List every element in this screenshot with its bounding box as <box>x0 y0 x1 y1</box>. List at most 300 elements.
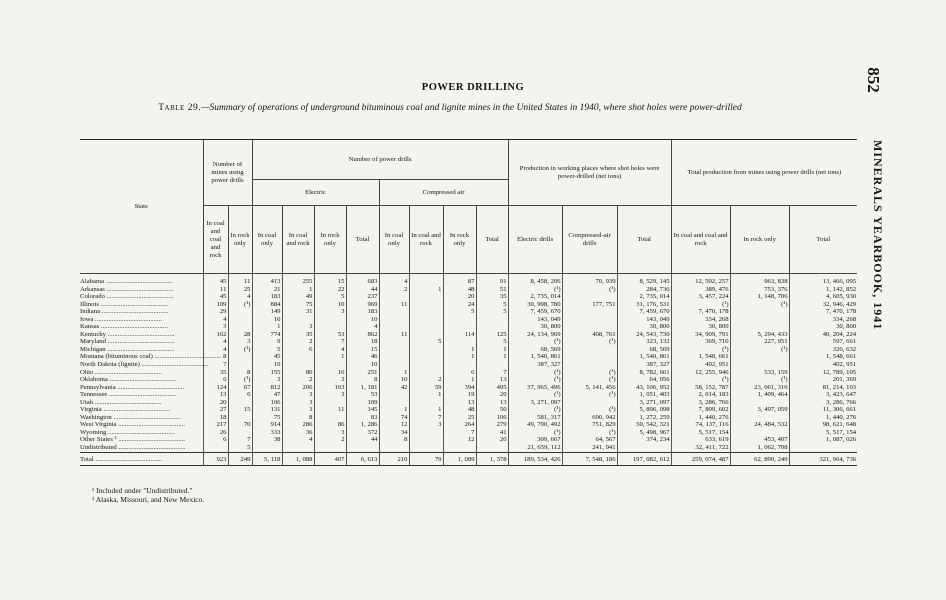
table-cell: 8 <box>346 376 379 384</box>
state-name: Indiana ........................................ <box>80 308 169 316</box>
table-cell: 3 <box>282 399 314 407</box>
table-cell: 34, 909, 791 <box>671 331 730 339</box>
table-cell: 2, 735, 014 <box>508 293 562 301</box>
table-cell: (¹) <box>730 301 789 309</box>
table-cell: (¹) <box>508 429 562 437</box>
table-cell <box>252 444 282 452</box>
table-cell <box>476 323 508 331</box>
table-cell: (¹) <box>508 406 562 414</box>
table-cell: 75 <box>252 414 282 422</box>
table-cell: 11 <box>203 286 228 294</box>
table-cell: 326, 632 <box>789 346 857 354</box>
table-body <box>80 274 857 466</box>
table-cell: (¹) <box>508 376 562 384</box>
table-cell: 13 <box>203 391 228 399</box>
table-cell: 402, 951 <box>671 361 730 369</box>
total-cell: 923 <box>203 452 228 466</box>
table-row <box>80 346 857 354</box>
table-cell: 25 <box>228 286 252 294</box>
table-cell: 323, 132 <box>617 338 671 346</box>
state-name: North Dakota (lignite) ........................................ <box>80 361 209 369</box>
state-name: Colorado ........................................ <box>80 293 174 301</box>
table-cell <box>379 346 409 354</box>
table-cell: 408, 761 <box>562 331 617 339</box>
table-cell: 387, 327 <box>508 361 562 369</box>
table-cell <box>730 399 789 407</box>
table-cell: (¹) <box>730 376 789 384</box>
total-cell: 1, 378 <box>476 452 508 466</box>
table-cell: 237 <box>346 293 379 301</box>
table-cell: 21 <box>252 286 282 294</box>
table-cell: 41 <box>476 429 508 437</box>
total-cell: 197, 082, 612 <box>617 452 671 466</box>
table-cell: 264 <box>443 421 476 429</box>
table-cell <box>730 414 789 422</box>
table-cell: 145 <box>346 406 379 414</box>
table-caption <box>80 102 820 114</box>
table-row <box>80 406 857 414</box>
table-cell: 1 <box>252 323 282 331</box>
table-cell: 5 <box>476 338 508 346</box>
table-cell: 13, 466, 095 <box>789 274 857 286</box>
col-header: Compressed-air drills <box>562 206 617 274</box>
table-cell: 16 <box>314 369 346 377</box>
table-cell: (¹) <box>508 369 562 377</box>
state-name: Virginia ........................................ <box>80 406 171 414</box>
table-cell: 969 <box>346 301 379 309</box>
state-name: Utah ........................................ <box>80 398 162 406</box>
total-cell: 210 <box>379 452 409 466</box>
table-cell: 47 <box>252 391 282 399</box>
table-cell: 1, 181 <box>346 384 379 392</box>
table-cell: 10 <box>252 316 282 324</box>
table-cell: (¹) <box>228 346 252 354</box>
table-cell <box>562 399 617 407</box>
table-row <box>80 444 857 452</box>
table-cell: 1, 062, 708 <box>730 444 789 452</box>
table-cell: 12, 502, 257 <box>671 274 730 286</box>
table-cell <box>314 414 346 422</box>
table-cell: 279 <box>476 421 508 429</box>
table-cell <box>562 323 617 331</box>
table-row <box>80 353 857 361</box>
table-cell <box>379 323 409 331</box>
table-cell: 67 <box>228 384 252 392</box>
table-cell: 1 <box>476 346 508 354</box>
table-cell: 1, 440, 276 <box>789 414 857 422</box>
table-cell: 74, 137, 116 <box>671 421 730 429</box>
col-header: In coal and rock <box>409 206 443 274</box>
footnote: ¹ Included under "Undistributed." <box>92 486 193 495</box>
table-cell: 44 <box>346 286 379 294</box>
table-cell: 1, 409, 464 <box>730 391 789 399</box>
table-cell: 4 <box>203 346 228 354</box>
table-cell <box>409 323 443 331</box>
table-cell <box>730 323 789 331</box>
table-cell: 125 <box>476 331 508 339</box>
table-cell: (¹) <box>671 376 730 384</box>
table-cell: 581, 317 <box>508 414 562 422</box>
table-cell: 45 <box>203 274 228 286</box>
table-cell: (¹) <box>562 429 617 437</box>
table-cell: (¹) <box>730 346 789 354</box>
table-cell: 1, 540, 861 <box>508 353 562 361</box>
table-cell: 24, 543, 730 <box>617 331 671 339</box>
table-cell: 374, 234 <box>617 436 671 444</box>
table-cell: 12, 255, 946 <box>671 369 730 377</box>
table-cell <box>282 353 314 361</box>
table-cell: 20 <box>203 399 228 407</box>
table-row <box>80 399 857 407</box>
table-cell: 59 <box>409 384 443 392</box>
table-cell <box>443 444 476 452</box>
table-cell: 10 <box>346 361 379 369</box>
table-cell <box>282 444 314 452</box>
table-cell: 4 <box>314 346 346 354</box>
table-cell: (¹) <box>562 286 617 294</box>
table-row <box>80 421 857 429</box>
table-cell: 35 <box>476 293 508 301</box>
table-cell <box>379 293 409 301</box>
table-row <box>80 274 857 286</box>
table-cell <box>476 361 508 369</box>
table-cell: 5 <box>476 308 508 316</box>
table-cell: 1, 548, 661 <box>789 353 857 361</box>
table-row <box>80 414 857 422</box>
table-cell: (¹) <box>562 369 617 377</box>
table-cell: 109 <box>203 301 228 309</box>
table-cell: 753, 376 <box>730 286 789 294</box>
table-cell: 369, 710 <box>671 338 730 346</box>
table-cell: 7, 459, 670 <box>508 308 562 316</box>
table-cell: 30, 800 <box>617 323 671 331</box>
table-cell <box>730 308 789 316</box>
table-cell: 8, 458, 206 <box>508 274 562 286</box>
table-cell: 13 <box>476 399 508 407</box>
table-cell: 1 <box>476 353 508 361</box>
table-cell: 286 <box>282 421 314 429</box>
table-cell: 7 <box>443 429 476 437</box>
table-cell: 372 <box>346 429 379 437</box>
col-header: In rock only <box>314 206 346 274</box>
table-cell: 114 <box>443 331 476 339</box>
table-cell: (¹) <box>562 338 617 346</box>
table-cell: (¹) <box>671 301 730 309</box>
table-cell: 45 <box>203 293 228 301</box>
table-cell: 402, 951 <box>789 361 857 369</box>
table-cell: 1 <box>379 406 409 414</box>
table-cell <box>443 338 476 346</box>
table-cell: 37, 965, 496 <box>508 384 562 392</box>
table-cell: 12 <box>443 436 476 444</box>
col-header: Total <box>789 206 857 274</box>
table-cell: 2 <box>409 376 443 384</box>
table-cell: 74 <box>379 414 409 422</box>
table-cell: 227, 951 <box>730 338 789 346</box>
table-cell: 4 <box>203 338 228 346</box>
table-cell <box>443 316 476 324</box>
table-cell: 3, 271, 097 <box>617 399 671 407</box>
table-cell: 7, 470, 178 <box>789 308 857 316</box>
table-cell: 751, 829 <box>562 421 617 429</box>
table-row <box>80 316 857 324</box>
table-cell: 48 <box>443 286 476 294</box>
header-compressed-air: Compressed air <box>379 180 508 206</box>
table-cell: 35 <box>282 331 314 339</box>
table-row <box>80 308 857 316</box>
table-cell: 149 <box>252 308 282 316</box>
page-number: 852 <box>864 67 883 93</box>
table-cell: 5, 517, 154 <box>789 429 857 437</box>
table-cell <box>409 429 443 437</box>
col-header: In rock only <box>228 206 252 274</box>
table-cell: 8 <box>282 414 314 422</box>
table-cell <box>730 361 789 369</box>
table-cell: 27 <box>203 406 228 414</box>
table-cell: 11 <box>379 301 409 309</box>
table-cell: 4 <box>203 316 228 324</box>
state-name: Other States ² ........................................ <box>80 436 186 444</box>
table-cell: 5, 141, 456 <box>562 384 617 392</box>
table-cell: 690, 942 <box>562 414 617 422</box>
table-cell: 8, 529, 145 <box>617 274 671 286</box>
table-cell: 2, 014, 183 <box>671 391 730 399</box>
table-cell: 86 <box>314 421 346 429</box>
state-name: West Virginia ........................................ <box>80 421 186 429</box>
table-row <box>80 301 857 309</box>
total-cell: 7, 548, 186 <box>562 452 617 466</box>
table-row <box>80 323 857 331</box>
table-cell: 862 <box>346 331 379 339</box>
table-cell: 6 <box>203 376 228 384</box>
table-cell: 387, 327 <box>617 361 671 369</box>
table-cell: 10 <box>252 361 282 369</box>
table-cell: 4 <box>346 323 379 331</box>
table-cell: 91 <box>476 274 508 286</box>
table-cell: (¹) <box>508 286 562 294</box>
table-cell: 143, 049 <box>508 316 562 324</box>
state-name: Iowa ........................................ <box>80 315 162 323</box>
table-cell: 183 <box>346 308 379 316</box>
table-cell: 43, 106, 952 <box>617 384 671 392</box>
table-cell <box>409 316 443 324</box>
table-cell <box>379 353 409 361</box>
table-cell: 8, 782, 661 <box>617 369 671 377</box>
table-cell <box>409 369 443 377</box>
table-cell: 34 <box>379 429 409 437</box>
table-cell: 255 <box>282 274 314 286</box>
table-cell: 5 <box>314 293 346 301</box>
table-cell: 10 <box>314 301 346 309</box>
table-row <box>80 331 857 339</box>
table-cell <box>228 308 252 316</box>
table-row <box>80 384 857 392</box>
table-cell: 7 <box>203 361 228 369</box>
table-cell: 18 <box>203 414 228 422</box>
table-cell: 495 <box>476 384 508 392</box>
table-cell: 15 <box>228 406 252 414</box>
state-name: Alabama ........................................ <box>80 278 173 285</box>
state-name: Kansas ........................................ <box>80 323 168 331</box>
table-cell: 7, 809, 602 <box>671 406 730 414</box>
col-header: In coal and rock <box>282 206 314 274</box>
table-cell <box>409 301 443 309</box>
table-cell <box>562 361 617 369</box>
table-cell: 5, 517, 154 <box>671 429 730 437</box>
table-cell <box>379 444 409 452</box>
table-cell: 81, 214, 103 <box>789 384 857 392</box>
table-cell: 75 <box>282 301 314 309</box>
table-cell: 44 <box>346 436 379 444</box>
header-state: State <box>80 140 203 274</box>
table-cell <box>379 308 409 316</box>
table-cell: 7 <box>314 338 346 346</box>
table-cell <box>443 361 476 369</box>
table-cell: 3 <box>314 429 346 437</box>
total-cell: 321, 964, 736 <box>789 452 857 466</box>
table-cell: 23, 061, 316 <box>730 384 789 392</box>
table-cell: 24, 484, 532 <box>730 421 789 429</box>
table-cell: 106 <box>476 414 508 422</box>
table-cell: 22 <box>314 286 346 294</box>
table-cell: 2 <box>282 338 314 346</box>
table-cell <box>314 361 346 369</box>
table-cell: 4 <box>228 293 252 301</box>
table-cell: 6 <box>443 369 476 377</box>
page-title: POWER DRILLING <box>421 82 525 93</box>
table-cell <box>228 399 252 407</box>
table-cell: (¹) <box>671 346 730 354</box>
table-cell: 131 <box>252 406 282 414</box>
table-cell: 3 <box>203 323 228 331</box>
table-cell: 333 <box>252 429 282 437</box>
table-cell <box>409 346 443 354</box>
table-cell: 20 <box>443 293 476 301</box>
table-cell <box>789 444 857 452</box>
col-header: Electric drills <box>508 206 562 274</box>
col-header: Total <box>346 206 379 274</box>
col-header: In rock only <box>443 206 476 274</box>
table-cell: (¹) <box>508 391 562 399</box>
table-cell: 20 <box>476 391 508 399</box>
table-cell: 11, 306, 661 <box>789 406 857 414</box>
table-cell: 1 <box>443 376 476 384</box>
table-cell <box>282 316 314 324</box>
table-cell <box>379 338 409 346</box>
table-cell: 26 <box>203 429 228 437</box>
table-cell: 46 <box>346 353 379 361</box>
table-cell: 28 <box>228 331 252 339</box>
table-cell: 3 <box>282 391 314 399</box>
total-label: Total ........................................ <box>80 452 203 466</box>
table-cell: 5 <box>409 338 443 346</box>
table-cell: 162 <box>203 331 228 339</box>
table-cell: 1, 286 <box>346 421 379 429</box>
table-cell: 2 <box>379 286 409 294</box>
table-cell <box>409 293 443 301</box>
table-cell: 1, 051, 403 <box>617 391 671 399</box>
table-cell: 4 <box>379 274 409 286</box>
state-name: Tennessee ........................................ <box>80 391 176 399</box>
total-cell: 1, 088 <box>282 452 314 466</box>
table-cell: 143, 049 <box>617 316 671 324</box>
col-header: In coal only <box>379 206 409 274</box>
total-cell: 1, 089 <box>443 452 476 466</box>
table-cell: 30, 800 <box>671 323 730 331</box>
total-cell: 79 <box>409 452 443 466</box>
table-cell: 284, 736 <box>617 286 671 294</box>
table-cell: 884 <box>252 301 282 309</box>
table-cell: 251 <box>346 369 379 377</box>
table-cell: 68, 569 <box>617 346 671 354</box>
table-cell: 1, 440, 276 <box>671 414 730 422</box>
table-cell: 30, 800 <box>789 323 857 331</box>
table-cell: 83 <box>346 414 379 422</box>
state-name: Oklahoma ........................................ <box>80 376 177 384</box>
table-cell <box>314 399 346 407</box>
col-header: In coal and coal and rock <box>203 206 228 274</box>
state-name: Arkansas ........................................ <box>80 285 174 293</box>
table-cell: 42 <box>379 384 409 392</box>
table-cell: 3, 286, 766 <box>789 399 857 407</box>
table-cell: 24 <box>443 301 476 309</box>
table-cell: 20 <box>476 436 508 444</box>
table-cell: 18 <box>346 338 379 346</box>
table-cell: 31, 176, 531 <box>617 301 671 309</box>
table-cell <box>730 316 789 324</box>
table-cell: 8 <box>228 369 252 377</box>
total-cell: 259, 074, 487 <box>671 452 730 466</box>
caption-text: —Summary of operations of underground bituminous coal and lignite mines in the United States in 1940, where shot holes were power-drilled <box>201 103 742 113</box>
table-cell <box>617 444 671 452</box>
table-row <box>80 369 857 377</box>
table-cell: 3, 423, 647 <box>789 391 857 399</box>
table-cell: 30, 800 <box>508 323 562 331</box>
table-cell <box>409 331 443 339</box>
table-cell: 5, 294, 433 <box>730 331 789 339</box>
table-cell <box>314 323 346 331</box>
table-cell: 5 <box>252 346 282 354</box>
table-cell <box>409 274 443 286</box>
table-row <box>80 391 857 399</box>
table-cell: 45 <box>252 353 282 361</box>
table-cell: 15 <box>346 346 379 354</box>
table-cell: 453, 407 <box>730 436 789 444</box>
table-cell <box>562 353 617 361</box>
table-row <box>80 338 857 346</box>
table-cell: 1 <box>409 286 443 294</box>
table-cell: 3 <box>314 308 346 316</box>
table-cell: 597, 661 <box>789 338 857 346</box>
table-cell: (¹) <box>228 301 252 309</box>
table-cell: 533, 159 <box>730 369 789 377</box>
table-cell: 1, 540, 861 <box>617 353 671 361</box>
col-header: In coal and coal and rock <box>671 206 730 274</box>
table-cell: (¹) <box>562 406 617 414</box>
table-cell: (¹) <box>228 376 252 384</box>
table-cell: 21, 659, 112 <box>508 444 562 452</box>
table-row <box>80 293 857 301</box>
table-cell: 29 <box>203 308 228 316</box>
col-header: Total <box>617 206 671 274</box>
table-cell: 5 <box>476 301 508 309</box>
table-cell: 48 <box>443 406 476 414</box>
table-cell: 774 <box>252 331 282 339</box>
table-cell: 3 <box>409 421 443 429</box>
table-cell <box>409 444 443 452</box>
table-cell: 30, 998, 780 <box>508 301 562 309</box>
table-cell <box>379 391 409 399</box>
